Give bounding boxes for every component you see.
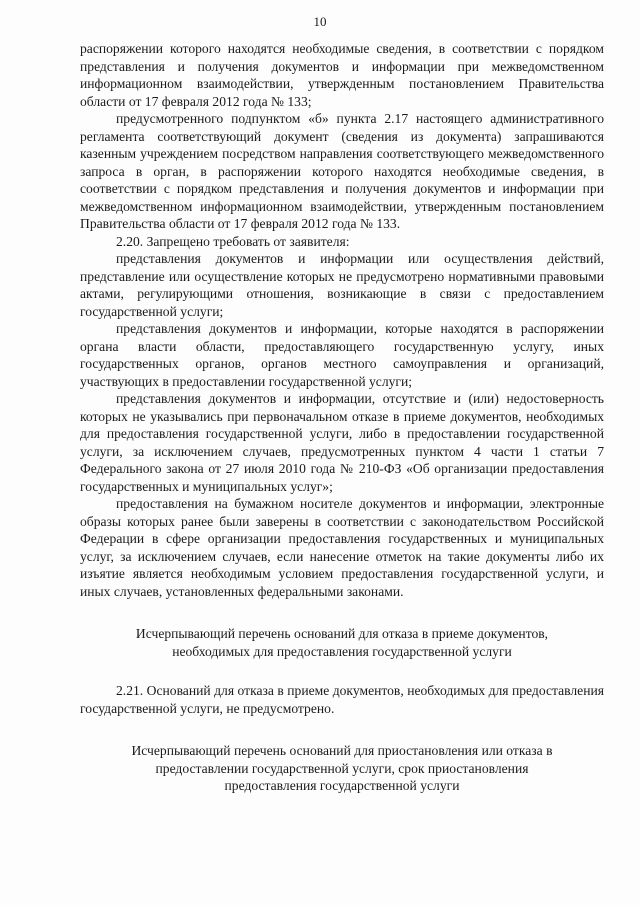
paragraph-2-21: 2.21. Оснований для отказа в приеме документов, необходимых для предоставления государственной услуги, не предусмотрено.	[80, 683, 604, 716]
section-spacer	[80, 660, 604, 682]
section-spacer	[80, 600, 604, 625]
section-heading-refusal-reception	[80, 625, 604, 660]
section-spacer	[80, 717, 604, 742]
section-heading-suspension	[80, 742, 604, 795]
paragraph-requirement-3: представления документов и информации, отсутствие и (или) недостоверность которых не указывались при первоначальном отказе в приеме документов, необходимых для предоставления государственной услуги, либо в предоставлении государственной услуги, за исключением случаев, предусмотренных пунктом 4 части 1 статьи 7 Федерального закона от 27 июля 2010 года № 210-ФЗ «Об организации предоставления государственных и муниципальных услуг»;	[80, 391, 604, 494]
paragraph-2-20: 2.20. Запрещено требовать от заявителя:	[116, 233, 350, 249]
heading-line: необходимых для предоставления государственной услуги	[172, 643, 512, 659]
paragraph-continuation: распоряжении которого находятся необходимые сведения, в соответствии с порядком представления и получения документов и информации при межведомственном информационном взаимодействии, утвержденным постановлением Правительства области от 17 февраля 2012 года № 133;	[80, 41, 604, 109]
paragraph-requirement-1: представления документов и информации или осуществления действий, представление или осуществление которых не предусмотрено нормативными правовыми актами, регулирующими отношения, возникающие в связи с предоставлением государственной услуги;	[80, 251, 604, 319]
heading-line: Исчерпывающий перечень оснований для отказа в приеме документов,	[135, 626, 549, 641]
page-number: 10	[313, 14, 327, 29]
paragraph-requirement-4: предоставления на бумажном носителе документов и информации, электронные образы которых ранее были заверены в соответствии с законодательством Российской Федерации в сфере организации предоставления государственных и муниципальных услуг, за исключением случаев, если нанесение отметок на такие документы либо их изъятие является необходимым условием предоставления государственной услуги, и иных случаев, установленных федеральными законами.	[80, 496, 604, 599]
paragraph-subpoint-b: предусмотренного подпунктом «б» пункта 2.17 настоящего административного регламента соответствующий документ (сведения из документа) запрашиваются казенным учреждением посредством направления соответствующего межведомственного запроса в орган, в распоряжении которого находятся необходимые сведения, в соответствии с порядком представления и получения документов и информации при межведомственном информационном взаимодействии, утвержденным постановлением Правительства области от 17 февраля 2012 года № 133.	[80, 111, 604, 231]
paragraph-requirement-2: представления документов и информации, которые находятся в распоряжении органа власти области, предоставляющего государственную услугу, иных государственных органов, органов местного самоуправления и организаций, участвующих в предоставлении государственной услуги;	[80, 321, 604, 389]
heading-line: Исчерпывающий перечень оснований для приостановления или отказа в	[131, 743, 553, 758]
document-body	[80, 40, 604, 795]
heading-line: предоставлении государственной услуги, срок приостановления	[155, 760, 529, 776]
heading-line: предоставления государственной услуги	[224, 778, 460, 793]
